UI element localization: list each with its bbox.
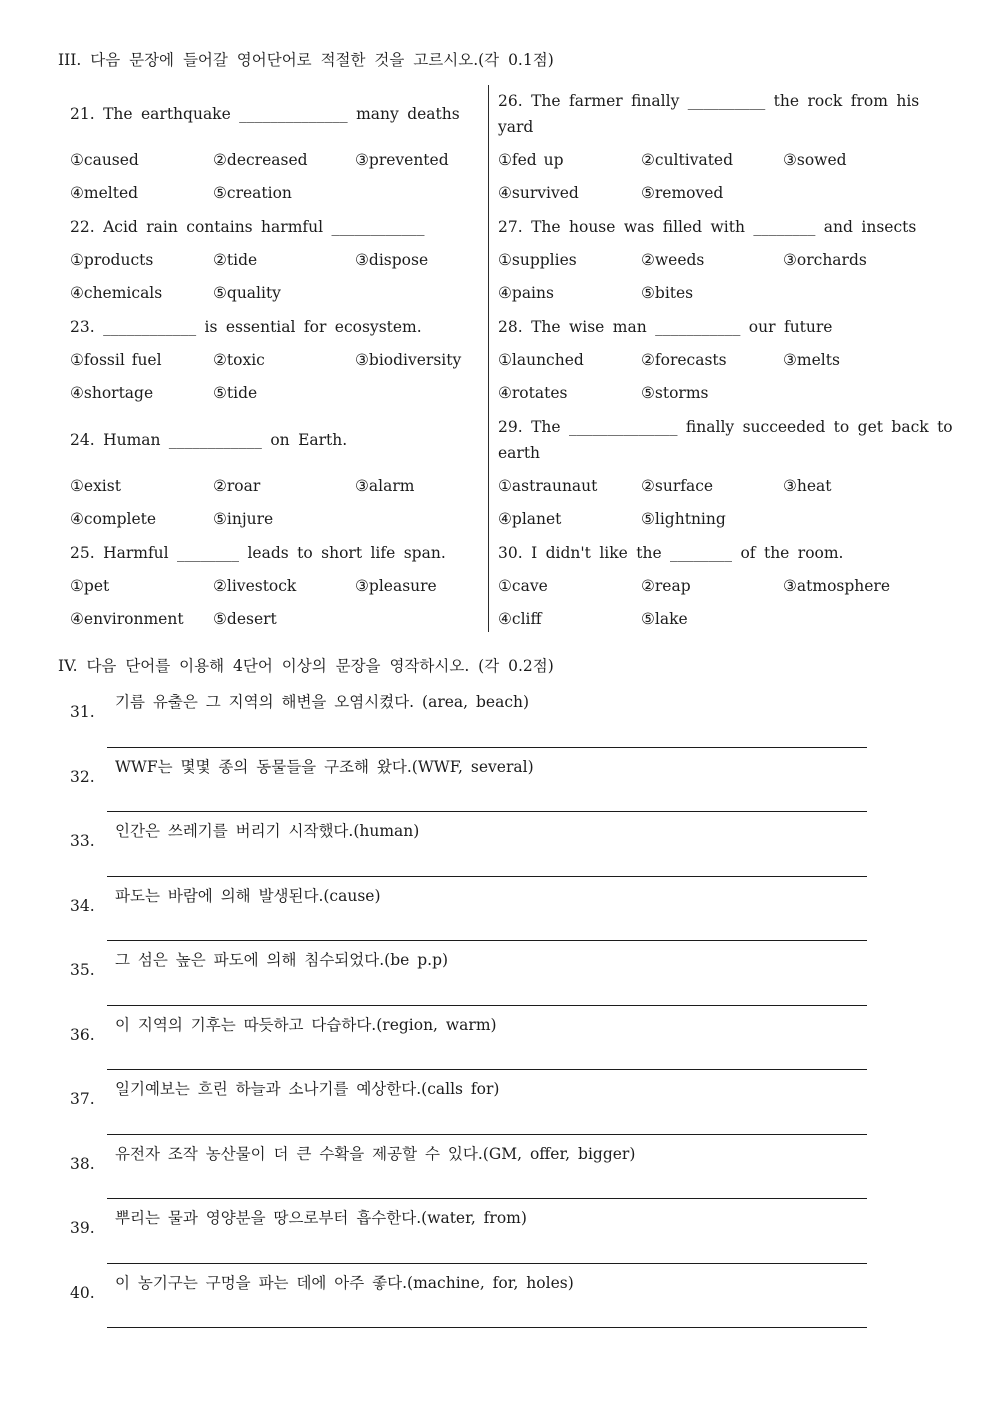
writing-question (70, 1206, 867, 1271)
mcq-column-left (70, 85, 488, 632)
option-row (70, 380, 474, 406)
answer-option: ①supplies (498, 251, 577, 269)
answer-option: ③heat (783, 477, 832, 495)
writing-question-number: 36. (70, 1025, 95, 1044)
option-row (70, 347, 474, 373)
option-row (498, 347, 962, 373)
question-text-wrap (498, 314, 962, 340)
answer-option: ②decreased (213, 151, 308, 169)
answer-option: ④planet (498, 510, 562, 528)
answer-option: ①pet (70, 577, 110, 595)
answer-option: ⑤quality (213, 284, 281, 302)
question-text: 25. Harmful ________ leads to short life span. (70, 544, 446, 562)
writing-question (70, 1077, 867, 1142)
option-row (498, 280, 962, 306)
writing-question-body (115, 884, 867, 949)
answer-option: ④complete (70, 510, 157, 528)
question-text-wrap (498, 88, 962, 140)
answer-option: ⑤creation (213, 184, 292, 202)
mcq-two-column-area (70, 85, 962, 632)
mcq-question (70, 88, 474, 206)
option-row (70, 473, 474, 499)
answer-line (107, 1134, 867, 1135)
writing-question-body (115, 1013, 867, 1078)
mcq-question (498, 214, 962, 306)
writing-question-number: 38. (70, 1154, 95, 1173)
answer-option: ③biodiversity (355, 351, 462, 369)
writing-question (70, 884, 867, 949)
answer-option: ②roar (213, 477, 261, 495)
answer-option: ②weeds (641, 251, 705, 269)
answer-option: ⑤desert (213, 610, 277, 628)
writing-question-list (70, 690, 867, 1335)
question-text: 29. The ______________ finally succeeded to get back to earth (498, 418, 953, 462)
answer-line (107, 1198, 867, 1199)
answer-option: ③atmosphere (783, 577, 891, 595)
question-text-wrap (70, 88, 474, 140)
writing-question (70, 948, 867, 1013)
writing-question-number: 31. (70, 703, 95, 721)
answer-option: ②cultivated (641, 151, 734, 169)
answer-option: ⑤lightning (641, 510, 726, 528)
answer-option: ④melted (70, 184, 139, 202)
answer-option: ②reap (641, 577, 691, 595)
writing-question-number: 34. (70, 896, 95, 915)
answer-option: ⑤tide (213, 384, 258, 402)
question-text-wrap (498, 540, 962, 566)
option-row (70, 606, 474, 632)
writing-prompt: 인간은 쓰레기를 버리기 시작했다.(human) (115, 822, 420, 840)
writing-question-body (115, 1077, 867, 1142)
writing-prompt: 일기예보는 흐린 하늘과 소나기를 예상한다.(calls for) (115, 1080, 500, 1098)
answer-option: ⑤injure (213, 510, 274, 528)
writing-question-body (115, 1206, 867, 1271)
writing-question-number: 35. (70, 961, 95, 979)
answer-option: ④environment (70, 610, 184, 628)
option-row (70, 573, 474, 599)
answer-option: ③pleasure (355, 577, 437, 595)
answer-option: ⑤lake (641, 610, 688, 628)
answer-option: ⑤storms (641, 384, 709, 402)
question-text-wrap (498, 414, 962, 466)
writing-question (70, 755, 867, 820)
answer-option: ④survived (498, 184, 579, 202)
question-text-wrap (70, 214, 474, 240)
mcq-question (498, 414, 962, 532)
answer-option: ③melts (783, 351, 840, 369)
question-text: 26. The farmer finally __________ the rock from his yard (498, 92, 920, 136)
answer-line (107, 811, 867, 812)
answer-line (107, 1069, 867, 1070)
writing-question-number: 39. (70, 1219, 95, 1237)
answer-option: ⑤bites (641, 284, 694, 302)
question-text: 22. Acid rain contains harmful ____________ (70, 218, 425, 236)
answer-option: ③prevented (355, 151, 449, 169)
writing-question-number: 33. (70, 832, 95, 850)
writing-prompt: 유전자 조작 농산물이 더 큰 수확을 제공할 수 있다.(GM, offer, bigger) (115, 1144, 636, 1163)
question-text-wrap (70, 540, 474, 566)
option-row (498, 573, 962, 599)
answer-line (107, 1005, 867, 1006)
option-row (498, 180, 962, 206)
mcq-question (498, 314, 962, 406)
answer-line (107, 876, 867, 877)
answer-option: ②forecasts (641, 351, 727, 369)
answer-option: ①astraunaut (498, 477, 598, 495)
option-row (70, 147, 474, 173)
writing-question-number: 32. (70, 767, 95, 786)
writing-question-body (115, 1271, 867, 1336)
answer-option: ④shortage (70, 384, 154, 402)
question-text-wrap (70, 314, 474, 340)
question-text: 24. Human ____________ on Earth. (70, 431, 348, 449)
answer-line (107, 1327, 867, 1328)
writing-question (70, 1271, 867, 1336)
question-text: 21. The earthquake ______________ many deaths (70, 105, 460, 123)
option-row (498, 606, 962, 632)
answer-option: ②surface (641, 477, 714, 495)
writing-prompt: 이 농기구는 구멍을 파는 데에 아주 좋다.(machine, for, holes) (115, 1273, 574, 1292)
question-text: 23. ____________ is essential for ecosystem. (70, 318, 422, 336)
mcq-question (70, 214, 474, 306)
answer-option: ③sowed (783, 151, 847, 169)
writing-prompt: 파도는 바람에 의해 발생된다.(cause) (115, 886, 381, 905)
writing-prompt: 그 섬은 높은 파도에 의해 침수되었다.(be p.p) (115, 951, 449, 969)
answer-option: ①launched (498, 351, 584, 369)
answer-option: ①products (70, 251, 154, 269)
section-3-title: III. 다음 문장에 들어갈 영어단어로 적절한 것을 고르시오.(각 0.1점) (58, 51, 554, 69)
answer-option: ①fossil fuel (70, 351, 162, 369)
answer-line (107, 940, 867, 941)
writing-question (70, 1142, 867, 1207)
answer-option: ⑤removed (641, 184, 724, 202)
option-row (70, 180, 474, 206)
answer-line (107, 747, 867, 748)
writing-question-body (115, 1142, 867, 1207)
question-text: 28. The wise man ___________ our future (498, 318, 833, 336)
answer-option: ④chemicals (70, 284, 163, 302)
writing-prompt: 기름 유출은 그 지역의 해변을 오염시켰다. (area, beach) (115, 693, 530, 711)
answer-option: ①cave (498, 577, 548, 595)
writing-question-body (115, 690, 867, 755)
answer-option: ②toxic (213, 351, 265, 369)
question-text: 27. The house was filled with ________ and insects (498, 218, 917, 236)
option-row (498, 247, 962, 273)
question-text-wrap (498, 214, 962, 240)
mcq-question (70, 314, 474, 406)
answer-option: ①exist (70, 477, 121, 495)
writing-prompt: 이 지역의 기후는 따듯하고 다습하다.(region, warm) (115, 1015, 497, 1034)
answer-option: ①fed up (498, 151, 564, 169)
writing-question-body (115, 755, 867, 820)
writing-prompt: 뿌리는 물과 영양분을 땅으로부터 흡수한다.(water, from) (115, 1209, 527, 1227)
answer-option: ④rotates (498, 384, 568, 402)
option-row (498, 473, 962, 499)
answer-line (107, 1263, 867, 1264)
mcq-question (70, 540, 474, 632)
answer-option: ④cliff (498, 610, 542, 628)
answer-option: ③dispose (355, 251, 429, 269)
answer-option: ③orchards (783, 251, 867, 269)
mcq-column-right (488, 85, 962, 632)
question-text: 30. I didn't like the ________ of the room. (498, 544, 844, 562)
writing-question-number: 40. (70, 1283, 95, 1302)
option-row (498, 147, 962, 173)
writing-question (70, 1013, 867, 1078)
answer-option: ②livestock (213, 577, 297, 595)
answer-option: ③alarm (355, 477, 415, 495)
writing-question-body (115, 948, 867, 1013)
option-row (70, 506, 474, 532)
option-row (70, 247, 474, 273)
option-row (498, 380, 962, 406)
mcq-question (498, 88, 962, 206)
answer-option: ①caused (70, 151, 139, 169)
answer-option: ④pains (498, 284, 554, 302)
writing-question-body (115, 819, 867, 884)
writing-question-number: 37. (70, 1090, 95, 1108)
option-row (498, 506, 962, 532)
question-text-wrap (70, 414, 474, 466)
section-4-title: IV. 다음 단어를 이용해 4단어 이상의 문장을 영작하시오. (각 0.2점) (58, 657, 554, 675)
answer-option: ②tide (213, 251, 258, 269)
mcq-question (70, 414, 474, 532)
mcq-question (498, 540, 962, 632)
option-row (70, 280, 474, 306)
writing-prompt: WWF는 몇몇 종의 동물들을 구조해 왔다.(WWF, several) (115, 757, 534, 776)
writing-question (70, 819, 867, 884)
writing-question (70, 690, 867, 755)
